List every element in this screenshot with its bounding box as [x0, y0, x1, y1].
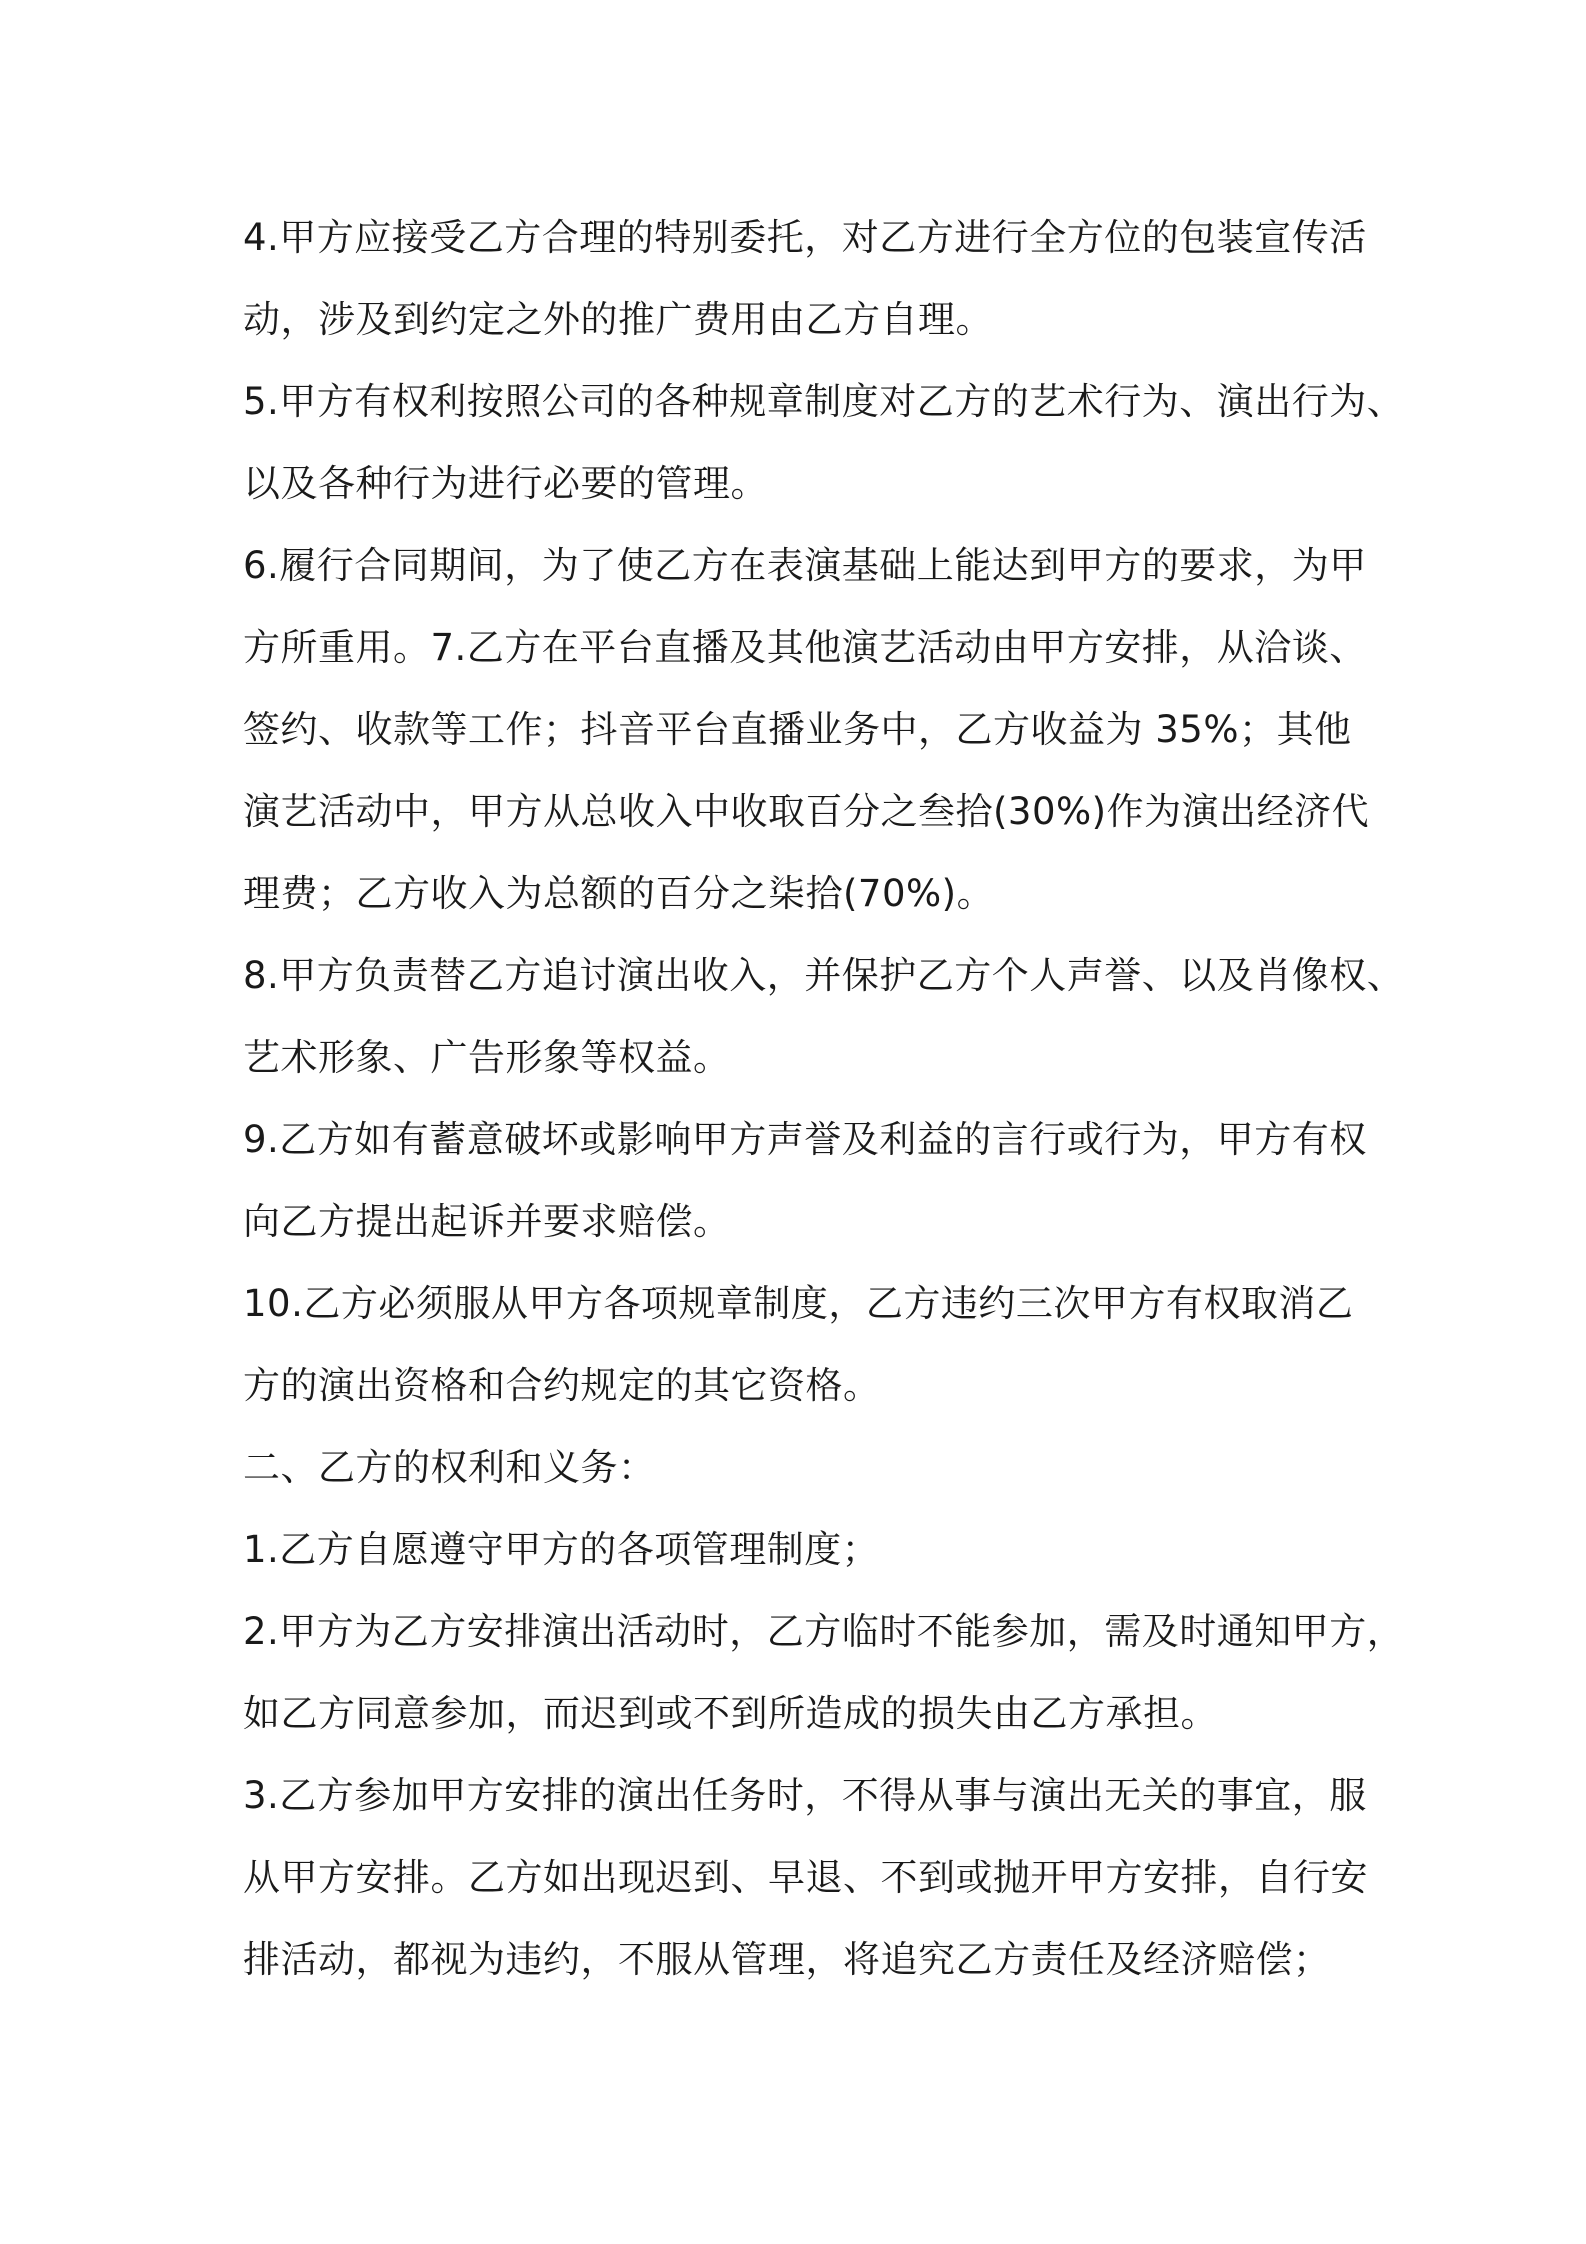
text-line: 艺术形象、广告形象等权益。 — [243, 1036, 731, 1079]
text-line: 9.乙方如有蓄意破坏或影响甲方声誉及利益的言行或行为，甲方有权 — [243, 1118, 1367, 1161]
text-line: 以及各种行为进行必要的管理。 — [243, 462, 768, 505]
text-line: 如乙方同意参加，而迟到或不到所造成的损失由乙方承担。 — [243, 1692, 1218, 1735]
text-line: 向乙方提出起诉并要求赔偿。 — [243, 1200, 731, 1243]
text-line: 签约、收款等工作；抖音平台直播业务中，乙方收益为 35%；其他 — [243, 708, 1352, 751]
text-line: 10.乙方必须服从甲方各项规章制度，乙方违约三次甲方有权取消乙 — [243, 1282, 1354, 1325]
text-line: 排活动，都视为违约，不服从管理，将追究乙方责任及经济赔偿； — [243, 1938, 1331, 1981]
text-line: 演艺活动中，甲方从总收入中收取百分之叁拾(30%)作为演出经济代 — [243, 790, 1370, 833]
text-line: 动，涉及到约定之外的推广费用由乙方自理。 — [243, 298, 993, 341]
text-line: 从甲方安排。乙方如出现迟到、早退、不到或抛开甲方安排，自行安 — [243, 1856, 1368, 1899]
text-line: 8.甲方负责替乙方追讨演出收入，并保护乙方个人声誉、以及肖像权、 — [243, 954, 1405, 997]
text-line: 理费；乙方收入为总额的百分之柒拾(70%)。 — [243, 872, 995, 915]
text-line: 方所重用。7.乙方在平台直播及其他演艺活动由甲方安排，从洽谈、 — [243, 626, 1367, 669]
text-line: 6.履行合同期间，为了使乙方在表演基础上能达到甲方的要求，为甲 — [243, 544, 1367, 587]
document-body — [243, 197, 1405, 2001]
text-line: 1.乙方自愿遵守甲方的各项管理制度； — [243, 1528, 880, 1571]
text-line: 4.甲方应接受乙方合理的特别委托，对乙方进行全方位的包装宣传活 — [243, 216, 1367, 259]
text-line: 方的演出资格和合约规定的其它资格。 — [243, 1364, 881, 1407]
section-heading: 二、乙方的权利和义务： — [243, 1446, 656, 1489]
text-line: 3.乙方参加甲方安排的演出任务时，不得从事与演出无关的事宜，服 — [243, 1774, 1367, 1817]
text-line: 2.甲方为乙方安排演出活动时，乙方临时不能参加，需及时通知甲方， — [243, 1610, 1405, 1653]
text-line: 5.甲方有权利按照公司的各种规章制度对乙方的艺术行为、演出行为、 — [243, 380, 1405, 423]
